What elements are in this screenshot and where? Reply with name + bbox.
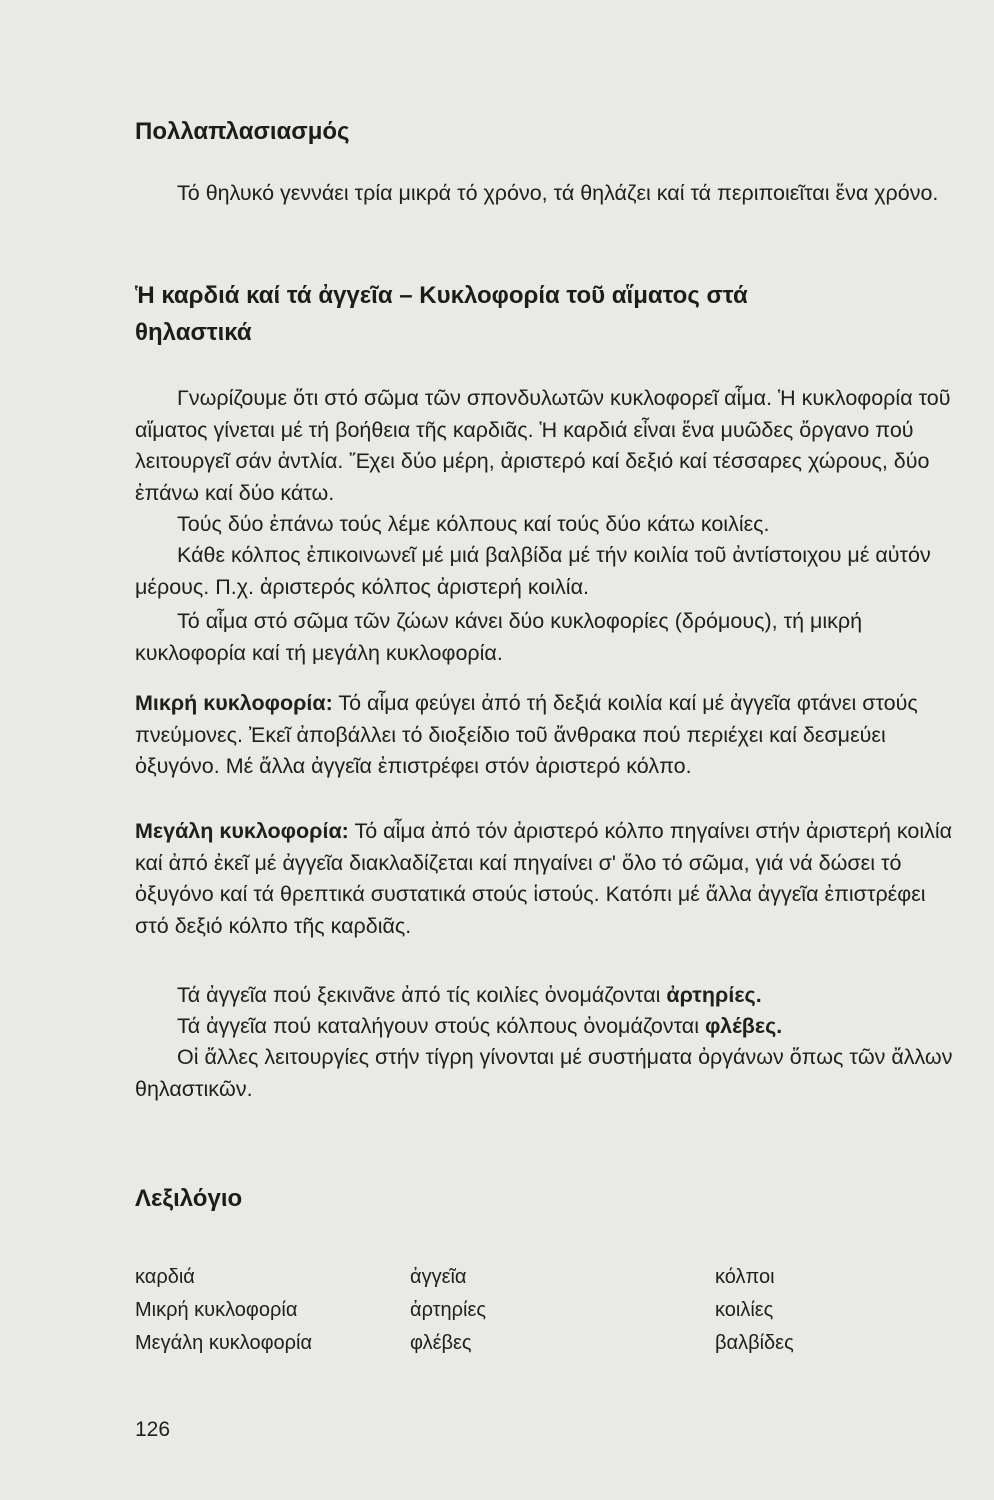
vocabulary-column-1 (135, 1261, 312, 1360)
arteries-text: Τά ἀγγεῖα πού ξεκινᾶνε ἀπό τίς κοιλίες ὀνομάζονται (177, 983, 661, 1007)
paragraph-veins (135, 1011, 957, 1043)
vocabulary-term: ἀγγεῖα (410, 1266, 467, 1288)
vocabulary-term: βαλβίδες (715, 1332, 794, 1354)
reproduction-text: Τό θηλυκό γεννάει τρία μικρά τό χρόνο, τά θηλάζει καί τά περιποιεῖται ἕνα χρόνο. (177, 181, 939, 205)
vocabulary-term: Μικρή κυκλοφορία (135, 1299, 298, 1321)
heading-circulation-line1: Ἡ καρδιά καί τά ἀγγεῖα – Κυκλοφορία τοῦ αἵματος στά (135, 282, 748, 309)
vocabulary-column-3 (715, 1261, 794, 1360)
vocabulary-term: κόλποι (715, 1266, 775, 1288)
heading-circulation (135, 277, 748, 351)
heading-vocabulary: Λεξιλόγιο (135, 1185, 243, 1212)
valves-text: Κάθε κόλπος ἐπικοινωνεῖ μέ μιά βαλβίδα μέ τήν κοιλία τοῦ ἀντίστοιχου μέ αὐτόν μέρους. Π.χ. ἀριστερός κόλπος ἀριστερή κοιλία. (135, 543, 931, 599)
chambers-text: Τούς δύο ἐπάνω τούς λέμε κόλπους καί τούς δύο κάτω κοιλίες. (177, 512, 770, 536)
veins-term: φλέβες. (705, 1014, 783, 1038)
veins-text: Τά ἀγγεῖα πού καταλήγουν στούς κόλπους ὀνομάζονται (177, 1014, 700, 1038)
vocabulary-term: φλέβες (410, 1332, 472, 1354)
vocabulary-term: ἀρτηρίες (410, 1299, 487, 1321)
small-circulation-text: Τό αἷμα φεύγει ἀπό τή δεξιά κοιλία καί μέ ἀγγεῖα φτάνει στούς πνεύμονες. Ἐκεῖ ἀποβάλλει τό διοξείδιο τοῦ ἄνθρακα πού περιέχει καί δεσμεύει ὀξυγόνο. Μέ ἄλλα ἀγγεῖα ἐπιστρέφει στόν ἀριστερό κόλπο. (135, 691, 918, 778)
big-circulation-label: Μεγάλη κυκλοφορία: (135, 819, 349, 843)
paragraph-two-circulations (135, 606, 957, 669)
paragraph-arteries (135, 980, 957, 1012)
other-functions-text: Οἱ ἄλλες λειτουργίες στήν τίγρη γίνονται μέ συστήματα ὀργάνων ὅπως τῶν ἄλλων θηλαστικῶν. (135, 1045, 953, 1101)
arteries-term: ἀρτηρίες. (666, 983, 762, 1007)
vocabulary-term: Μεγάλη κυκλοφορία (135, 1332, 313, 1354)
paragraph-other-functions (135, 1042, 957, 1105)
paragraph-reproduction (135, 178, 957, 210)
paragraph-heart-intro (135, 383, 957, 509)
paragraph-chambers (135, 509, 957, 541)
page-number: 126 (135, 1418, 171, 1441)
vocabulary-column-2 (410, 1261, 486, 1360)
small-circulation-label: Μικρή κυκλοφορία: (135, 691, 333, 715)
paragraph-valves (135, 540, 957, 603)
vocabulary-term: καρδιά (135, 1266, 195, 1288)
heading-circulation-line2: θηλαστικά (135, 319, 252, 346)
big-circulation-text: Τό αἷμα ἀπό τόν ἀριστερό κόλπο πηγαίνει στήν ἀριστερή κοιλία καί ἀπό ἐκεῖ μέ ἀγγεῖα διακλαδίζεται καί πηγαίνει σ' ὅλο τό σῶμα, γιά νά δώσει τό ὀξυγόνο καί τά θρεπτικά συστατικά στούς ἱστούς. Κατόπι μέ ἄλλα ἀγγεῖα ἐπιστρέφει στό δεξιό κόλπο τῆς καρδιᾶς. (135, 819, 953, 938)
paragraph-big-circulation (135, 816, 957, 942)
heading-reproduction: Πολλαπλασιασμός (135, 118, 350, 145)
paragraph-small-circulation (135, 688, 957, 783)
vocabulary-term: κοιλίες (715, 1299, 774, 1321)
heart-intro-text: Γνωρίζουμε ὅτι στό σῶμα τῶν σπονδυλωτῶν κυκλοφορεῖ αἷμα. Ἡ κυκλοφορία τοῦ αἵματος γίνεται μέ τή βοήθεια τῆς καρδιᾶς. Ἡ καρδιά εἶναι ἕνα μυῶδες ὄργανο πού λειτουργεῖ σάν ἀντλία. Ἔχει δύο μέρη, ἀριστερό καί δεξιό καί τέσσαρες χώρους, δύο ἐπάνω καί δύο κάτω. (135, 386, 951, 505)
two-circulations-text: Τό αἷμα στό σῶμα τῶν ζώων κάνει δύο κυκλοφορίες (δρόμους), τή μικρή κυκλοφορία καί τή μεγάλη κυκλοφορία. (135, 609, 863, 665)
